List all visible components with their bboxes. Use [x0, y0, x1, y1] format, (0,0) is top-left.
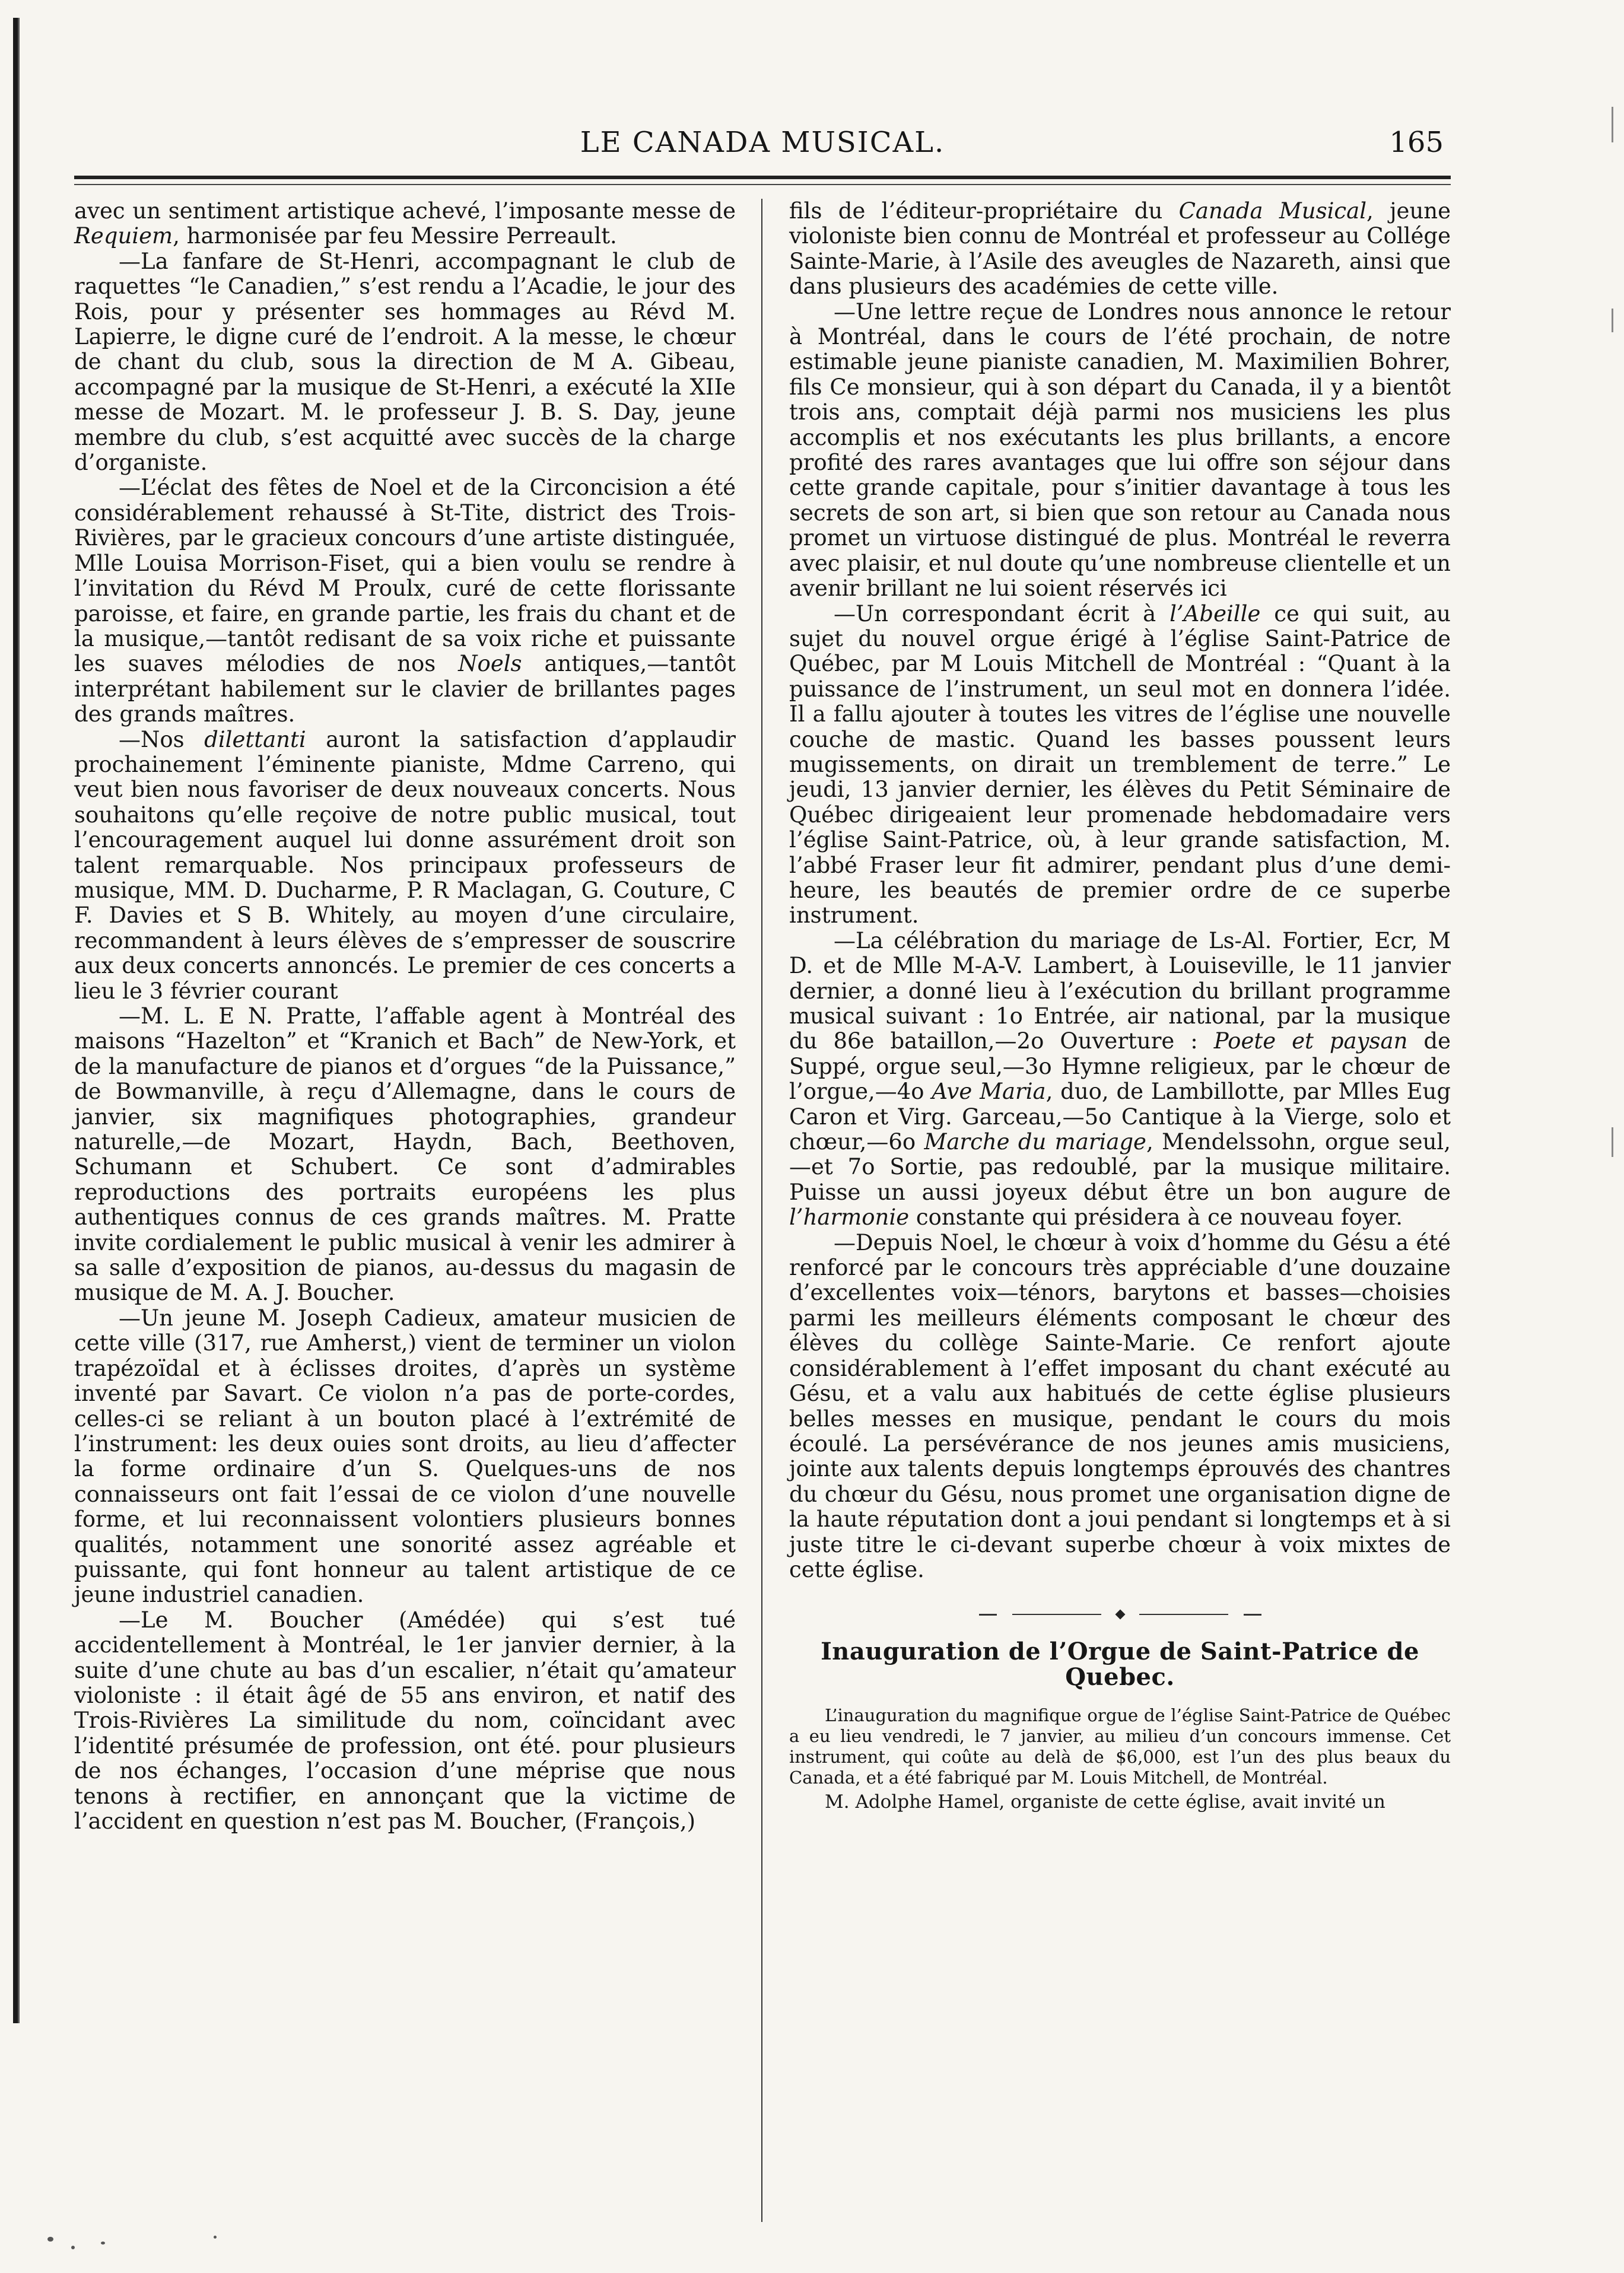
paragraph: —La célébration du mariage de Ls-Al. Fortier, Ecr, M D. et de Mlle M-A-V. Lambert, à Louiseville, le 11 janvier dernier, a donné lieu à l’exécution du brillant programme musical suivant : 1o Entrée, air national, par la musique du 86e bataillon,—2o Ouverture : Poete et paysan de Suppé, orgue seul,—3o Hymne religieux, par le chœur de l’orgue,—4o Ave Maria, duo, de Lambillotte, par Mlles Eug Caron et Virg. Garceau,—5o Cantique à la Vierge, solo et chœur,—6o Marche du mariage, Mendelssohn, orgue seul,—et 7o Sortie, pas redoublé, par la musique militaire. Puisse un aussi joyeux début être un bon augure de l’harmonie constante qui présidera à ce nouveau foyer.	[789, 927, 1451, 1231]
publication-title: LE CANADA MUSICAL.	[580, 126, 945, 159]
left-column	[74, 199, 736, 1834]
newspaper-page	[74, 89, 1451, 1834]
paragraph: avec un sentiment artistique achevé, l’imposante messe de Requiem, harmonisée par feu Messire Perreault.	[74, 198, 736, 249]
header-rule-thick	[74, 176, 1451, 179]
paragraph: fils de l’éditeur-propriétaire du Canada Musical, jeune violoniste bien connu de Montréal et professeur au Collége Sainte-Marie, à l’Asile des aveugles de Nazareth, ainsi que dans plusieurs des académies de cette ville.	[789, 198, 1451, 300]
text-columns	[74, 199, 1451, 1834]
scan-edge-mark	[1612, 309, 1613, 332]
paragraph: —Un correspondant écrit à l’Abeille ce qui suit, au sujet du nouvel orgue érigé à l’église Saint-Patrice de Québec, par M Louis Mitchell de Montréal : “Quant à la puissance de l’instrument, un seul mot en donnera l’idée. Il a fallu ajouter à toutes les vitres de l’église une nouvelle couche de mastic. Quand les basses poussent leurs mugissements, on dirait un tremblement de terre.” Le jeudi, 13 janvier dernier, les élèves du Petit Séminaire de Québec dirigeaient leur promenade hebdomadaire vers l’église Saint-Patrice, où, à leur grande satisfaction, M. l’abbé Fraser leur fit admirer, pendant plus d’une demi-heure, les beautés de premier ordre de ce superbe instrument.	[789, 600, 1451, 929]
page-number: 165	[1389, 126, 1444, 159]
paragraph: —L’éclat des fêtes de Noel et de la Circoncision a été considérablement rehaussé à St-Tite, district des Trois-Rivières, par le gracieux concours d’une artiste distinguée, Mlle Louisa Morrison-Fiset, qui a bien voulu se rendre à l’invitation du Révd M Proulx, curé de cette florissante paroisse, et faire, en grande partie, les frais du chant et de la musique,—tantôt redisant de sa voix riche et puissante les suaves mélodies de nos Noels antiques,—tantôt interprétant habilement sur le clavier de brillantes pages des grands maîtres.	[74, 475, 736, 727]
paragraph: —Nos dilettanti auront la satisfaction d’applaudir prochainement l’éminente pianiste, Mdme Carreno, qui veut bien nous favoriser de deux nouveaux concerts. Nous souhaitons qu’elle reçoive de notre public musical, tout l’encouragement auquel lui donne assurément droit son talent remarquable. Nos principaux professeurs de musique, MM. D. Ducharme, P. R Maclagan, G. Couture, C F. Davies et S B. Whitely, au moyen d’une circulaire, recommandent à leurs élèves de s’empresser de souscrire aux deux concerts annoncés. Le premier de ces concerts a lieu le 3 février courant	[74, 726, 736, 1004]
scan-speck	[47, 2237, 53, 2242]
scan-speck	[101, 2242, 105, 2245]
small-paragraph: L’inauguration du magnifique orgue de l’église Saint-Patrice de Québec a eu lieu vendredi, le 7 janvier, au milieu d’un concours immense. Cet instrument, qui coûte au delà de $6,000, est l’un des plus beaux du Canada, et a été fabriqué par M. Louis Mitchell, de Montréal.	[789, 1705, 1451, 1788]
section-title: Inauguration de l’Orgue de Saint-Patrice de Quebec.	[821, 1638, 1419, 1691]
scan-speck	[71, 2246, 75, 2249]
scan-binding-edge	[13, 18, 21, 2023]
section-body	[789, 1705, 1451, 1813]
scan-speck	[214, 2236, 217, 2239]
header-rule-thin	[74, 184, 1451, 185]
paragraph: —Une lettre reçue de Londres nous annonce le retour à Montréal, dans le cours de l’été prochain, de notre estimable jeune pianiste canadien, M. Maximilien Bohrer, fils Ce monsieur, qui à son départ du Canada, il y a bientôt trois ans, comptait déjà parmi nos musiciens les plus accomplis et nos exécutants les plus brillants, a encore profité des rares avantages que lui offre son séjour dans cette grande capitale, pour s’initier davantage à tous les secrets de son art, si bien que son retour au Canada nous promet un virtuose distingué de plus. Montréal le reverra avec plaisir, et nul doute qu’une nombreuse clientelle et un avenir brillant ne lui soient réservés ici	[789, 298, 1451, 602]
paragraph: —La fanfare de St-Henri, accompagnant le club de raquettes “le Canadien,” s’est rendu a l’Acadie, le jour des Rois, pour y présenter ses hommages au Révd M. Lapierre, le digne curé de l’endroit. A la messe, le chœur de chant du club, sous la direction de M A. Gibeau, accompagné par la musique de St-Henri, a exécuté la XIIe messe de Mozart. M. le professeur J. B. S. Day, jeune membre du club, s’est acquitté avec succès de la charge d’organiste.	[74, 248, 736, 476]
running-header	[74, 89, 1451, 160]
paragraph: —Depuis Noel, le chœur à voix d’homme du Gésu a été renforcé par le concours très appréciable d’une douzaine d’excellentes voix—ténors, barytons et basses—choisies parmi les meilleurs éléments composant le chœur des élèves du collège Sainte-Marie. Ce renfort ajoute considérablement à l’effet imposant du chant exécuté au Gésu, et a valu aux habitués de cette église plusieurs belles messes en musique, pendant le cours du mois écoulé. La persévérance de nos jeunes amis musiciens, jointe aux talents depuis longtemps éprouvés des chantres du chœur du Gésu, nous promet une organisation digne de la haute réputation dont a joui pendant si longtemps et à si juste titre le ci-devant superbe chœur à voix mixtes de cette église.	[789, 1229, 1451, 1582]
scan-edge-mark	[1612, 107, 1613, 142]
scan-edge-mark	[1612, 1127, 1613, 1157]
paragraph: —Le M. Boucher (Amédée) qui s’est tué accidentellement à Montréal, le 1er janvier dernier, à la suite d’une chute au bas d’un escalier, n’était qu’amateur violoniste : il était âgé de 55 ans environ, et natif des Trois-Rivières La similitude du nom, coïncidant avec l’identité présumée de profession, ont été. pour plusieurs de nos échanges, l’occasion d’une méprise que nous tenons à rectifier, en annonçant que la victime de l’accident en question n’est pas M. Boucher, (François,)	[74, 1607, 736, 1834]
section-ornament	[789, 1608, 1451, 1620]
right-column	[789, 199, 1451, 1834]
paragraph: —M. L. E N. Pratte, l’affable agent à Montréal des maisons “Hazelton” et “Kranich et Bach” de New-York, et de la manufacture de pianos et d’orgues “de la Puissance,” de Bowmanville, à reçu d’Allemagne, dans le cours de janvier, six magnifiques photographies, grandeur naturelle,—de Mozart, Haydn, Bach, Beethoven, Schumann et Schubert. Ce sont d’admirables reproductions des portraits européens les plus authentiques connus de ces grands maîtres. M. Pratte invite cordialement le public musical à venir les admirer à sa salle d’exposition de pianos, au-dessus du magasin de musique de M. A. J. Boucher.	[74, 1003, 736, 1306]
paragraph: M. Adolphe Hamel, organiste de cette église, avait invité un	[825, 1791, 1385, 1813]
paragraph: —Un jeune M. Joseph Cadieux, amateur musicien de cette ville (317, rue Amherst,) vient de terminer un violon trapézoïdal et à éclisses droites, d’après un système inventé par Savart. Ce violon n’a pas de porte-cordes, celles-ci se reliant à un bouton placé à l’extrémité de l’instrument: les deux ouies sont droits, au lieu d’affecter la forme ordinaire d’un S. Quelques-uns de nos connaisseurs ont fait l’essai de ce violon d’une nouvelle forme, et lui reconnaissent volontiers plusieurs bonnes qualités, notamment une sonorité assez agréable et puissante, qui font honneur au talent artistique de ce jeune industriel canadien.	[74, 1305, 736, 1608]
